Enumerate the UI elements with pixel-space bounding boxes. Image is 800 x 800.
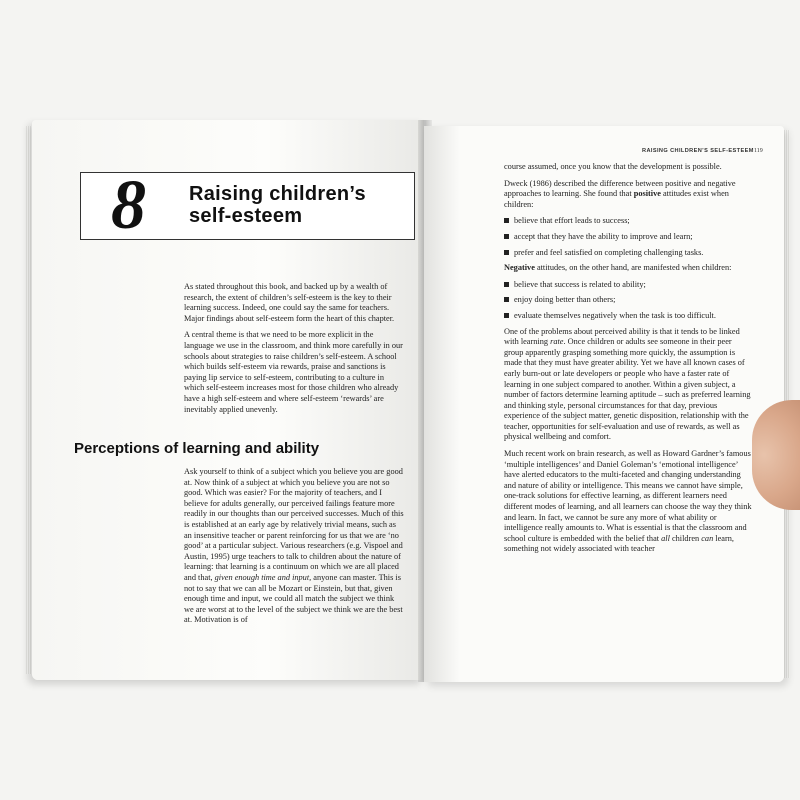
text-run: Dweck (1986) described the difference between positive and negative approaches to learning. She found that xyxy=(504,178,736,199)
dweck-paragraph xyxy=(504,179,752,211)
perceived-ability-paragraph xyxy=(504,327,752,444)
open-book xyxy=(22,106,790,696)
page-number: 119 xyxy=(754,148,763,154)
section-paragraph xyxy=(184,467,404,626)
italic-run: rate xyxy=(550,337,564,347)
right-page-text xyxy=(504,162,752,561)
square-bullet-icon xyxy=(504,282,509,287)
running-head: RAISING CHILDREN’S SELF-ESTEEM xyxy=(642,148,754,154)
opening-paragraph: course assumed, once you know that the development is possible. xyxy=(504,162,722,171)
text-run: attitudes, on the other hand, are manifested when children: xyxy=(534,263,732,273)
negative-bullet xyxy=(504,311,752,322)
bullet-text: enjoy doing better than others; xyxy=(514,295,616,305)
text-run: Much recent work on brain research, as well as Howard Gardner’s famous ‘multiple intelligences’ and Daniel Goleman’s ‘emotional intelligence’ have alerted educators to the multi-faceted and changing understanding and nature of ability or intelligence. This means we cannot have simple, one-track solutions for effective learning, as different learners need different modes of learning, and all learners can choose the way they think and learn. In fact, we cannot be sure any more of what ability or intelligence really amounts to. What is essential is that the classroom and school culture is embedded with the belief that xyxy=(504,449,752,543)
bullet-text: evaluate themselves negatively when the task is too difficult. xyxy=(514,310,716,320)
chapter-title: Raising children’s self-esteem xyxy=(189,183,366,227)
italic-run: can xyxy=(701,533,714,543)
italic-run: all xyxy=(661,533,670,543)
positive-bullet xyxy=(504,232,752,243)
section-heading: Perceptions of learning and ability xyxy=(74,440,320,457)
bold-run: positive xyxy=(633,189,661,199)
text-run: One of the problems about perceived ability is that it tends to be linked with learning xyxy=(504,326,740,347)
square-bullet-icon xyxy=(504,234,509,239)
right-page xyxy=(424,126,784,682)
italic-run: given enough time and input, xyxy=(214,572,312,582)
text-run: Ask yourself to think of a subject which you believe you are good at. Now think of a subject at which you believe you are not so good. Which was easier? For the majority of teachers, and I believe for adults generally, our perceived failings feature more readily in our thoughts than our perceived successes. Much of this is established at an early age by relatively trivial means, such as an insensitive teacher or parent reinforcing for us that we are ‘no good’ at a particular subject. Various researchers (e.g. Vispoel and Austin, 1995) urge teachers to talk to children about the nature of learning: that learning is a continuum on which we are all placed and that, xyxy=(184,467,404,582)
square-bullet-icon xyxy=(504,297,509,302)
text-run: attitudes exist when children: xyxy=(504,189,729,209)
bold-run: Negative xyxy=(504,263,535,273)
chapter-heading-box xyxy=(80,167,415,244)
chapter-number: 8 xyxy=(111,167,146,244)
brain-research-paragraph xyxy=(504,449,752,555)
bullet-text: prefer and feel satisfied on completing challenging tasks. xyxy=(514,247,704,257)
bullet-text: believe that effort leads to success; xyxy=(514,216,630,226)
text-run: children xyxy=(669,533,702,543)
intro-paragraph: As stated throughout this book, and backed up by a wealth of research, the extent of children’s self-esteem is the key to their learning success. Indeed, one could say the same for teachers. Major findings about self-esteem form the heart of this chapter. xyxy=(184,282,395,323)
holding-hand xyxy=(752,400,800,510)
negative-bullet xyxy=(504,295,752,306)
square-bullet-icon xyxy=(504,250,509,255)
text-run: learn, something not widely associated with teacher xyxy=(504,533,734,554)
section-text xyxy=(184,467,404,632)
intro-paragraph: A central theme is that we need to be more explicit in the language we use in the classroom, and think more carefully in our schools about strategies to raise children’s self-esteem. A school which builds self-esteem via rewards, praise and sanctions is paying lip service to self-esteem, contributing to a culture in which self-esteem increases most for those children who already have a high self-esteem and where self-esteem ‘rewards’ are inevitably applied unevenly. xyxy=(184,330,403,414)
positive-bullet xyxy=(504,248,752,259)
text-run: . Once children or adults see someone in their peer group apparently grasping something more quickly, the assumption is made that they must have greater ability. Yet we have all known cases of early burn-out or late developers or people who have a faster rate of learning in one subject compared to another. Within a given subject, a number of factors determine learning aptitude – such as preferred learning and thinking style, personal circumstances for that day, previous experience of the subject matter, genetic disposition, relationship with the teacher, opportunities for self-evaluation and use of rewards, as well as physical wellbeing and comfort. xyxy=(504,337,751,442)
bullet-text: believe that success is related to ability; xyxy=(514,279,646,289)
negative-bullet xyxy=(504,280,752,291)
positive-bullet xyxy=(504,216,752,227)
bullet-text: accept that they have the ability to improve and learn; xyxy=(514,231,693,241)
text-run: anyone can master. This is not to say that we can all be Mozart or Einstein, but that, given enough time and input, we could all match the subject we think we are worst at to the level of the subject we think we are the best at. Motivation is of xyxy=(184,572,403,625)
square-bullet-icon xyxy=(504,313,509,318)
left-page xyxy=(32,120,424,680)
negative-paragraph xyxy=(504,263,752,274)
square-bullet-icon xyxy=(504,218,509,223)
intro-text xyxy=(184,282,404,421)
